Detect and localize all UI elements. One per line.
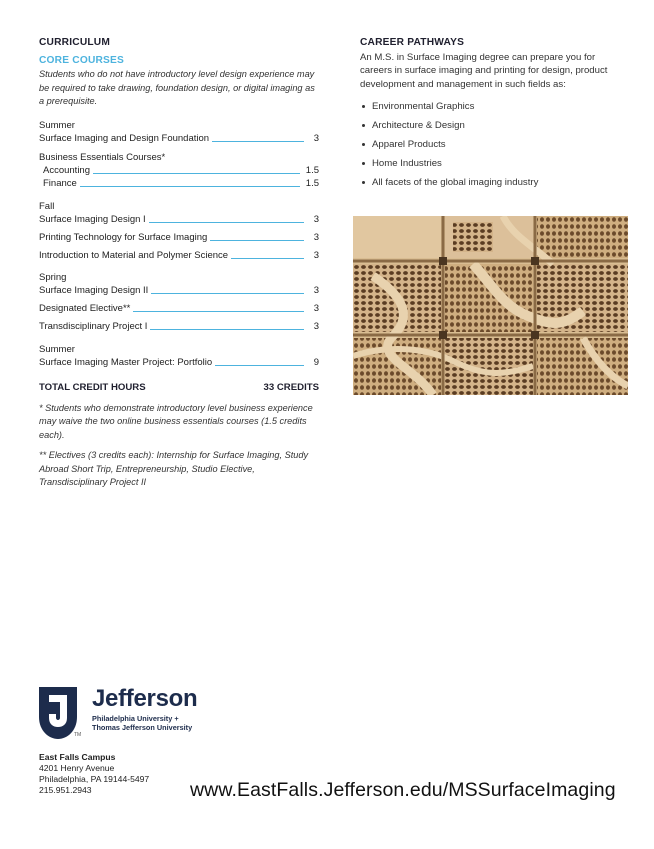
course-name: Surface Imaging Design I [39,213,146,225]
curriculum-heading: CURRICULUM [39,37,111,48]
campus-address [39,752,149,796]
jefferson-wordmark: Jefferson [92,685,198,712]
career-field: All facets of the global imaging industry [372,176,539,188]
course-credits: 3 [313,284,319,296]
jefferson-logo [39,687,219,742]
list-item [360,135,628,154]
curriculum-section [39,36,319,490]
bullet-icon [362,105,365,108]
career-field: Apparel Products [372,138,446,150]
leader-line [93,172,300,174]
course-row [39,132,319,145]
course-row [39,213,319,226]
course-row [39,231,319,244]
jefferson-shield-icon [39,687,77,739]
term-spring: Spring [39,271,67,283]
career-intro: An M.S. in Surface Imaging degree can prepare you for careers in surface imaging and printing for design, product development and management in such fields as: [360,51,608,90]
term-summer-1: Summer [39,119,75,131]
list-item [360,97,628,116]
course-name: Transdisciplinary Project I [39,320,148,332]
core-courses-heading: CORE COURSES [39,55,125,66]
address-line1: 4201 Henry Avenue [39,763,115,773]
career-field: Home Industries [372,157,442,169]
course-name: Surface Imaging Design II [39,284,149,296]
leader-line [212,140,304,142]
career-heading: CAREER PATHWAYS [360,37,465,48]
leader-line [149,221,304,223]
course-name: Surface Imaging Master Project: Portfolio [39,356,213,368]
address-line2: Philadelphia, PA 19144-5497 [39,774,150,784]
course-row [39,177,319,190]
course-credits: 1.5 [305,177,319,189]
course-credits: 3 [313,320,319,332]
footnote-business: * Students who demonstrate introductory level business experience may waive the two online business essentials courses (1.5 credits each). [39,402,313,440]
leader-line [215,364,304,366]
leader-line [151,292,304,294]
course-name: Introduction to Material and Polymer Science [39,249,229,261]
course-row [39,302,319,315]
bullet-icon [362,181,365,184]
course-row [39,320,319,333]
course-credits: 3 [313,213,319,225]
career-field: Environmental Graphics [372,100,475,112]
list-item [360,116,628,135]
total-credit-hours [39,381,319,394]
phone-number: 215.951.2943 [39,785,92,795]
course-row [39,249,319,262]
list-item [360,154,628,173]
career-section [360,36,628,192]
course-credits: 3 [313,249,319,261]
total-value: 33 CREDITS [263,381,319,393]
logo-tagline-line2: Thomas Jefferson University [92,723,193,732]
bullet-icon [362,162,365,165]
course-name: Surface Imaging and Design Foundation [39,132,210,144]
trademark-mark: TM [74,732,82,738]
program-url[interactable]: www.EastFalls.Jefferson.edu/MSSurfaceImaging [190,779,616,801]
course-row [39,164,319,177]
bullet-icon [362,124,365,127]
career-fields-list [360,97,628,192]
term-summer-2: Summer [39,343,75,355]
prerequisite-note: Students who do not have introductory level design experience may be required to take drawing, foundation design, or digital imaging as a prerequisite. [39,69,315,106]
course-name: Finance [43,177,77,189]
leader-line [150,328,304,330]
leader-line [80,185,300,187]
logo-tagline-line1: Philadelphia University + [92,714,179,723]
leader-line [210,239,304,241]
course-row [39,284,319,297]
leader-line [231,257,304,259]
business-essentials-label: Business Essentials Courses* [39,151,166,163]
course-name: Printing Technology for Surface Imaging [39,231,208,243]
course-credits: 3 [313,231,319,243]
total-label: TOTAL CREDIT HOURS [39,381,146,393]
career-field: Architecture & Design [372,119,465,131]
textured-tiles-image [353,216,628,395]
campus-name: East Falls Campus [39,752,116,762]
bullet-icon [362,143,365,146]
course-name: Accounting [43,164,91,176]
course-credits: 3 [313,302,319,314]
term-fall: Fall [39,200,55,212]
leader-line [133,310,304,312]
course-credits: 9 [313,356,319,368]
course-credits: 3 [313,132,319,144]
course-credits: 1.5 [305,164,319,176]
footnote-electives: ** Electives (3 credits each): Internship for Surface Imaging, Study Abroad Short Trip, Entrepreneurship, Studio Elective, Transdisciplinary Project II [39,450,309,487]
list-item [360,173,628,192]
surface-texture-photo [353,216,628,395]
course-name: Designated Elective** [39,302,131,314]
course-row [39,356,319,369]
